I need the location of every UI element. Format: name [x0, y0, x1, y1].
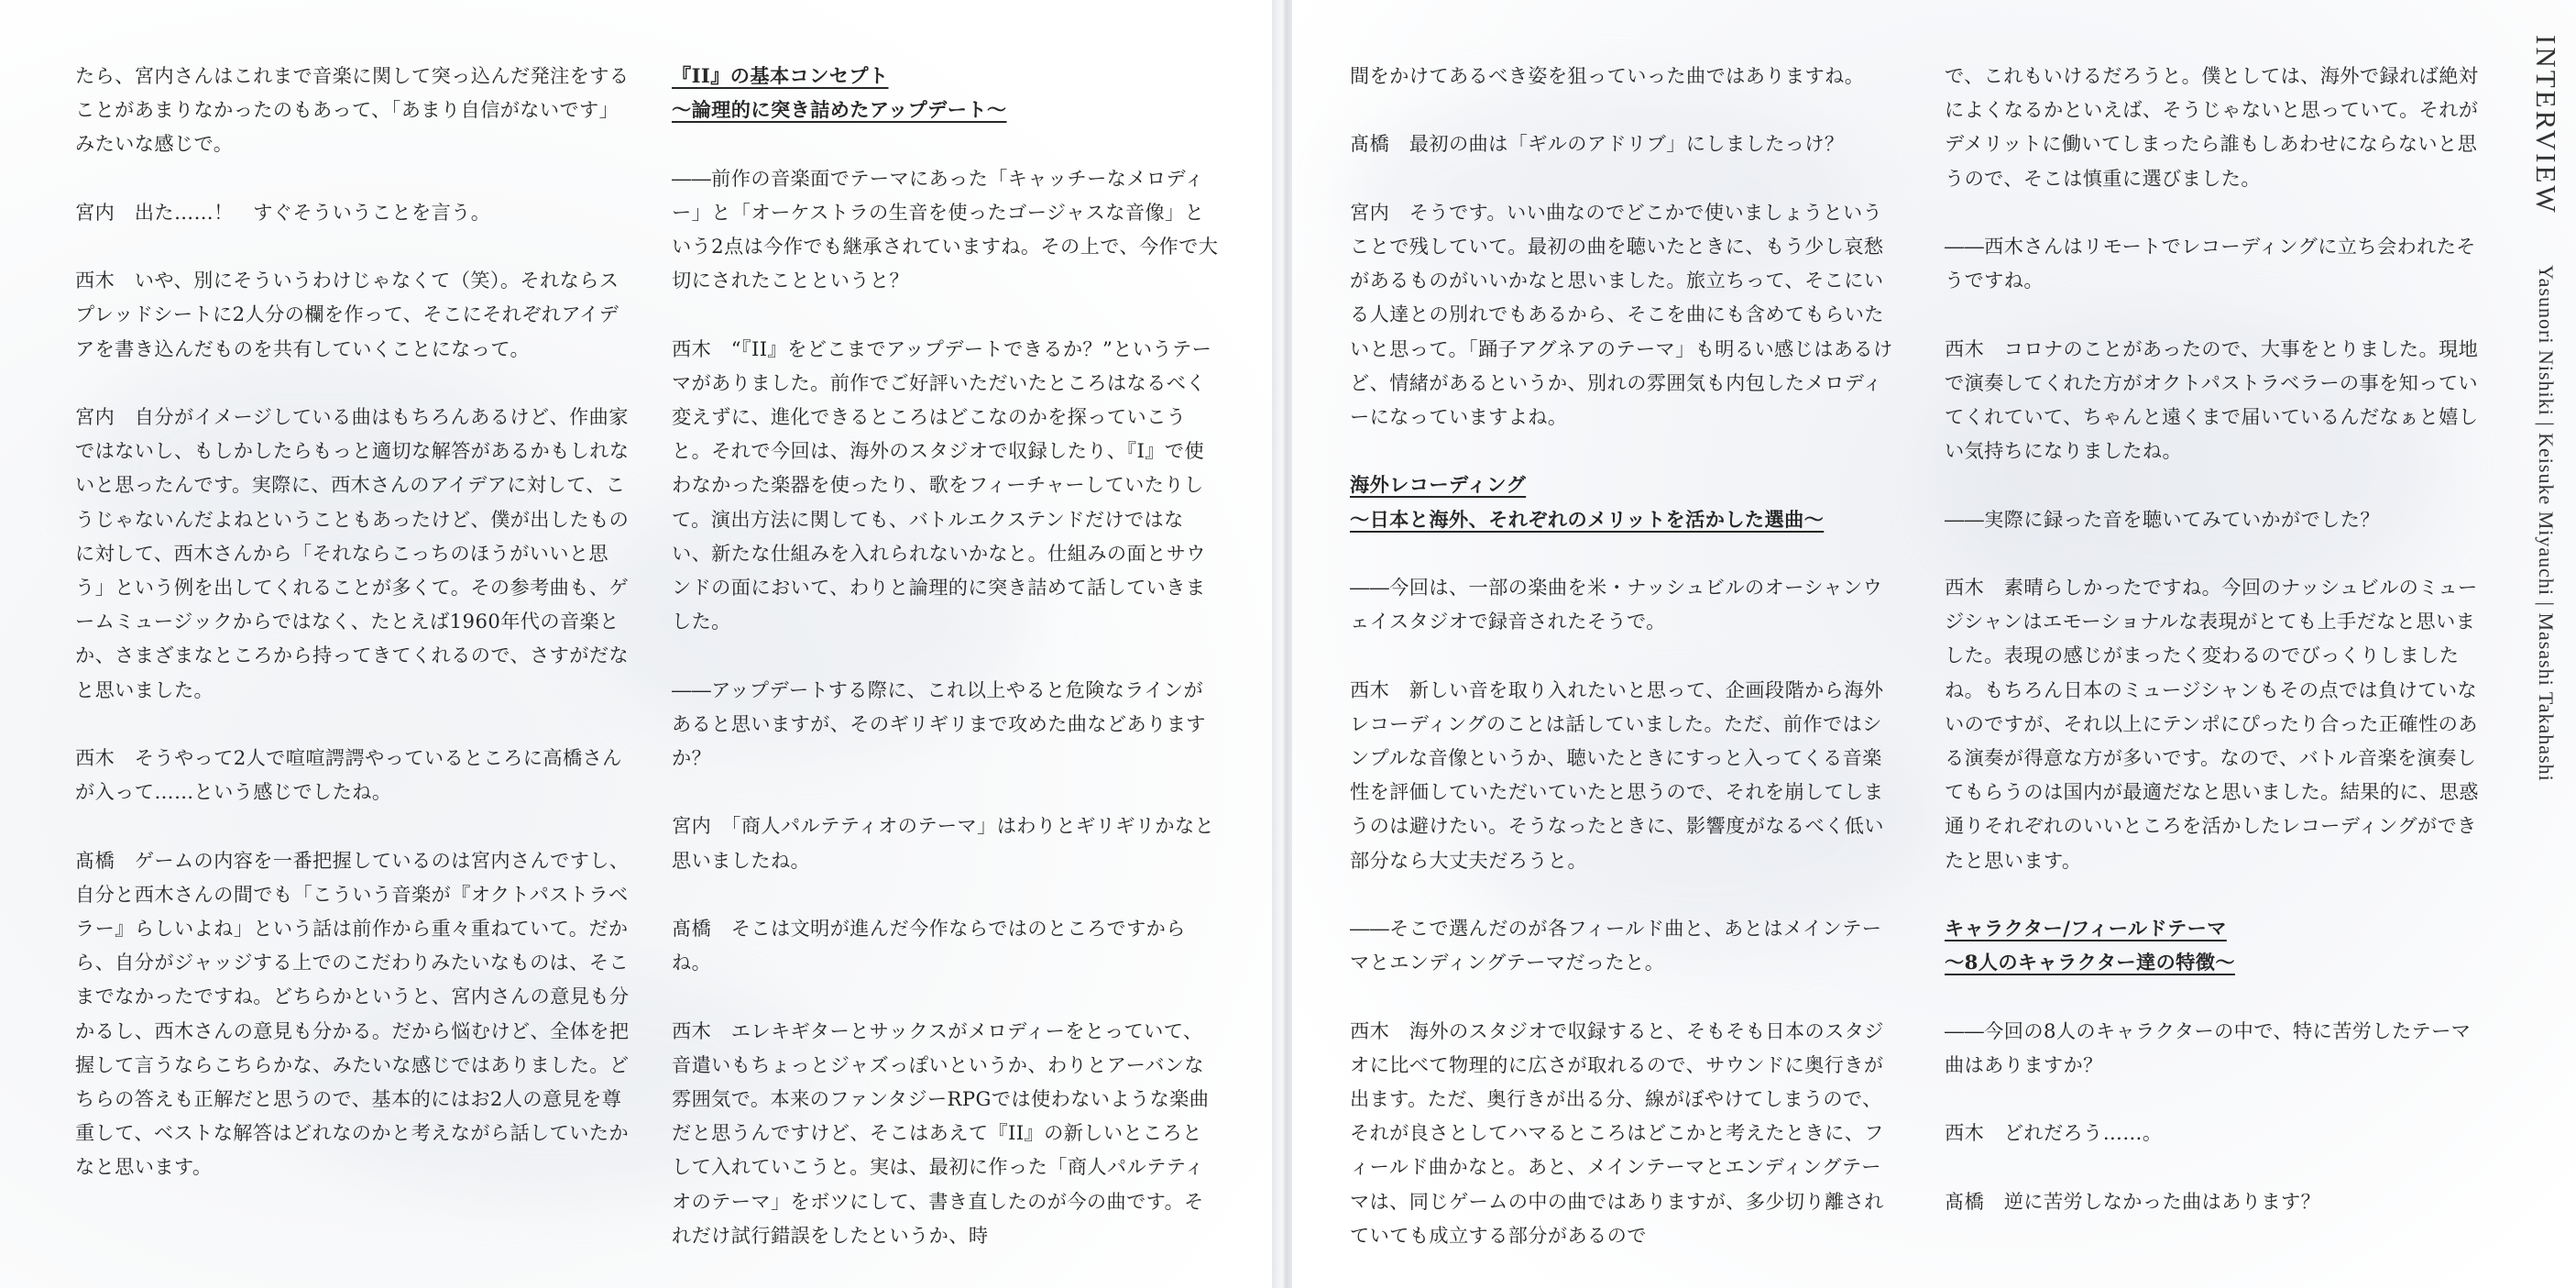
paragraph: ――前作の音楽面でテーマにあった「キャッチーなメロディー」と「オーケストラの生音を使ったゴージャスな音像」という2点は今作でも継承されていますね。その上で、今作で大切にされたことというと？ [672, 166, 1219, 292]
section-title: 『II』の基本コンセプト [672, 64, 889, 87]
paragraph: ――今回の8人のキャラクターの中で、特に苦労したテーマ曲はありますか？ [1945, 1018, 2472, 1076]
paragraph: 髙橋 ゲームの内容を一番把握しているのは宮内さんですし、自分と西木さんの間でも「こういう音楽が『オクトパストラベラー』らしいよね」という話は前作から重々重ねていて。だから、自分がジャッジする上でのこだわりみたいなものは、そこまでなかったですね。どちらかというと、宮内さんの意見も分かるし、西木さんの意見も分かる。だから悩むけど、全体を把握して言うならこちらかな、みたいな感じではありました。どちらの答えも正解だと思うので、基本的にはお2人の意見を尊重して、ベストな解答はどれなのかと考えながら話していたかなと思います。 [75, 848, 630, 1179]
paragraph: で、これもいけるだろうと。僕としては、海外で録れば絶対によくなるかといえば、そうじゃないと思っていて。それがデメリットに働いてしまったら誰もしあわせにならないと思うので、そこは慎重に選びました。 [1945, 64, 2479, 190]
paragraph: ――アップデートする際に、これ以上やると危険なラインがあると思いますが、そのギリギリまで攻めた曲などありますか？ [672, 677, 1206, 770]
section-subtitle: 〜8人のキャラクター達の特徴〜 [1945, 951, 2235, 974]
paragraph: 西木 いや、別にそういうわけじゃなくて（笑）。それならスプレッドシートに2人分の欄を作って、そこにそれぞれアイデアを書き込んだものを共有していくことになって。 [75, 269, 619, 360]
paragraph: ――西木さんはリモートでレコーディングに立ち会われたそうですね。 [1945, 235, 2476, 292]
section-heading [1350, 468, 1900, 535]
paragraph: ――実際に録った音を聴いてみていかがでした？ [1945, 507, 2380, 531]
paragraph: 間をかけてあるべき姿を狙っていった曲ではありますね。 [1350, 64, 1865, 87]
paragraph: たら、宮内さんはこれまで音楽に関して突っ込んだ発注をすることがあまりなかったのもあって、「あまり自信がないです」みたいな感じで。 [75, 64, 630, 156]
section-title: 海外レコーディング [1350, 473, 1527, 497]
column-3 [1350, 59, 1900, 1286]
paragraph: 宮内 そうです。いい曲なのでどこかで使いましょうということで残していて。最初の曲を聴いたときに、もう少し哀愁があるものがいいかなと思いました。旅立ちって、そこにいる人達との別れでもあるから、そこを曲にも含めてもらいたいと思って。「踊子アグネアのテーマ」も明るい感じはあるけど、情緒があるというか、別れの雰囲気も内包したメロディーになっていますよね。 [1350, 200, 1893, 428]
section-title: キャラクター/フィールドテーマ [1945, 917, 2227, 940]
interview-banner [2511, 35, 2562, 860]
paragraph: 西木 そうやって2人で喧喧諤諤やっているところに高橋さんが入って……という感じでしたね。 [75, 746, 622, 804]
paragraph: 西木 素晴らしかったですね。今回のナッシュビルのミュージシャンはエモーショナルな表現がとても上手だなと思いました。表現の感じがまったく変わるのでびっくりしましたね。もちろん日本のミュージシャンもその点では負けていないのですが、それ以上にテンポにぴったり合った正確性のある演奏が得意な方が多いです。なので、バトル音楽を演奏してもらうのは国内が最適だなと思いました。結果的に、思惑通りそれぞれのいいところを活かしたレコーディングができたと思います。 [1945, 575, 2479, 872]
paragraph: 西木 “『II』をどこまでアップデートできるか？”というテーマがありました。前作でご好評いただいたところはなるべく変えずに、進化できるところはどこなのかを探っていこうと。それで今回は、海外のスタジオで収録したり、『I』で使わなかった楽器を使ったり、歌をフィーチャーしていたりして。演出方法に関しても、バトルエクステンドだけではない、新たな仕組みを入れられないかなと。仕組みの面とサウンドの面において、わりと論理的に突き詰めて話していきました。 [672, 336, 1212, 633]
interviewee-names: Yasunori Nishiki | Keisuke Miyauchi | Masashi Takahashi [2535, 264, 2558, 782]
paragraph: ――今回は、一部の楽曲を米・ナッシュビルのオーシャンウェイスタジオで録音されたそうで。 [1350, 575, 1883, 633]
section-heading [672, 59, 1222, 127]
paragraph: 宮内 「商人パルテティオのテーマ」はわりとギリギリかなと思いましたね。 [672, 814, 1215, 872]
paragraph: 西木 どれだろう……。 [1945, 1121, 2163, 1145]
paragraph: 宮内 出た……！ すぐそういうことを言う。 [75, 200, 491, 224]
left-page [0, 0, 1278, 1288]
column-1 [75, 59, 630, 1218]
section-heading [1945, 911, 2490, 979]
paragraph: 宮内 自分がイメージしている曲はもちろんあるけど、作曲家ではないし、もしかしたらもっと適切な解答があるかもしれないと思ったんです。実際に、西木さんのアイデアに対して、こうじゃないんだよねということもあったけど、僕が出したものに対して、西木さんから「それならこっちのほうがいいと思う」という例を出してくれることが多くて。その参考曲も、ゲームミュージックからではなく、たとえば1960年代の音楽とか、さまざまなところから持ってきてくれるので、さすがだなと思いました。 [75, 404, 630, 701]
interview-label: INTERVIEW [2530, 35, 2562, 215]
paragraph: 西木 海外のスタジオで収録すると、そもそも日本のスタジオに比べて物理的に広さが取れるので、サウンドに奥行きが出ます。ただ、奥行きが出る分、線がぼやけてしまうので、それが良さとしてハマるところはどこかと考えたときに、フィールド曲かなと。あと、メインテーマとエンディングテーマは、同じゲームの中の曲ではありますが、多少切り離されていても成立する部分があるので [1350, 1018, 1884, 1247]
paragraph: 西木 コロナのことがあったので、大事をとりました。現地で演奏してくれた方がオクトパストラベラーの事を知っていてくれていて、ちゃんと遠くまで届いているんだなぁと嬉しい気持ちになりましたね。 [1945, 336, 2479, 463]
paragraph: 髙橋 そこは文明が進んだ今作ならではのところですからね。 [672, 917, 1186, 974]
paragraph: 髙橋 逆に苦労しなかった曲はあります？ [1945, 1189, 2321, 1213]
paragraph: ――そこで選んだのが各フィールド曲と、あとはメインテーマとエンディングテーマだったと。 [1350, 916, 1882, 974]
section-subtitle: 〜日本と海外、それぞれのメリットを活かした選曲〜 [1350, 507, 1825, 531]
section-subtitle: 〜論理的に突き詰めたアップデート〜 [672, 98, 1007, 122]
paragraph: 髙橋 最初の曲は「ギルのアドリブ」にしましたっけ？ [1350, 132, 1845, 156]
paragraph: 西木 新しい音を取り入れたいと思って、企画段階から海外レコーディングのことは話していました。ただ、前作ではシンプルな音像というか、聴いたときにすっと入ってくる音楽性を評価していただいていたと思うので、それを崩してしまうのは避けたい。そうなったときに、影響度がなるべく低い部分なら大丈夫だろうと。 [1350, 677, 1884, 872]
column-4 [1945, 59, 2490, 1252]
column-2 [672, 59, 1222, 1286]
paragraph: 西木 エレキギターとサックスがメロディーをとっていて、音遣いもちょっとジャズっぽいというか、わりとアーバンな雰囲気で。本来のファンタジーRPGでは使わないような楽曲だと思うんですけど、そこはあえて『II』の新しいところとして入れていこうと。実は、最初に作った「商人パルテティオのテーマ」をボツにして、書き直したのが今の曲です。それだけ試行錯誤をしたというか、時 [672, 1018, 1210, 1247]
